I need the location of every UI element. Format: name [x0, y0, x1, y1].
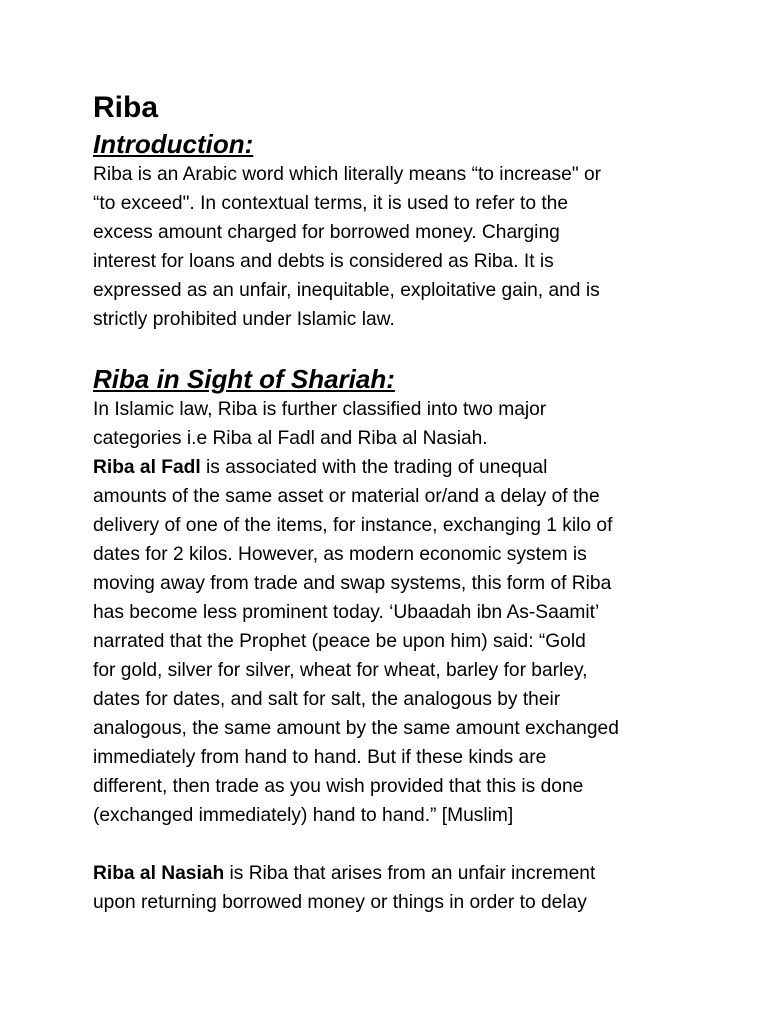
text-line: In Islamic law, Riba is further classified into two major	[93, 399, 547, 420]
text-line: excess amount charged for borrowed money. Charging	[93, 222, 560, 243]
text-line: (exchanged immediately) hand to hand.” [Muslim]	[93, 805, 514, 826]
introduction-paragraph	[93, 160, 693, 334]
text-line: categories i.e Riba al Fadl and Riba al Nasiah.	[93, 428, 488, 449]
text-fragment: is associated with the trading of unequal	[200, 457, 548, 478]
riba-al-nasiah-paragraph	[93, 859, 693, 917]
section-heading-introduction: Introduction:	[93, 129, 254, 159]
text-line: analogous, the same amount by the same amount exchanged	[93, 718, 619, 739]
text-line: delivery of one of the items, for instance, exchanging 1 kilo of	[93, 515, 613, 536]
text-line: interest for loans and debts is considered as Riba. It is	[93, 251, 554, 272]
text-line: narrated that the Prophet (peace be upon him) said: “Gold	[93, 631, 586, 652]
text-line: expressed as an unfair, inequitable, exploitative gain, and is	[93, 280, 600, 301]
text-line: immediately from hand to hand. But if these kinds are	[93, 747, 547, 768]
text-line	[93, 859, 693, 888]
text-line: dates for 2 kilos. However, as modern economic system is	[93, 544, 587, 565]
text-fragment: is Riba that arises from an unfair increment	[224, 863, 596, 884]
text-line: for gold, silver for silver, wheat for wheat, barley for barley,	[93, 660, 588, 681]
riba-al-fadl-term: Riba al Fadl	[93, 457, 201, 478]
paragraph-spacer	[93, 830, 693, 859]
text-line: “to exceed". In contextual terms, it is used to refer to the	[93, 193, 569, 214]
riba-al-fadl-paragraph	[93, 453, 693, 830]
text-line: strictly prohibited under Islamic law.	[93, 309, 395, 330]
riba-al-nasiah-term: Riba al Nasiah	[93, 863, 225, 884]
text-line: amounts of the same asset or material or/and a delay of the	[93, 486, 600, 507]
document-page	[93, 88, 693, 917]
text-line: upon returning borrowed money or things in order to delay	[93, 892, 587, 913]
section-heading-shariah: Riba in Sight of Shariah:	[93, 364, 395, 394]
text-line: Riba is an Arabic word which literally means “to increase" or	[93, 164, 602, 185]
paragraph-spacer	[93, 334, 693, 363]
text-line	[93, 453, 693, 482]
document-title: Riba	[93, 91, 159, 124]
text-line: dates for dates, and salt for salt, the analogous by their	[93, 689, 561, 710]
text-line: different, then trade as you wish provided that this is done	[93, 776, 584, 797]
text-line: has become less prominent today. ‘Ubaadah ibn As-Saamit’	[93, 602, 600, 623]
text-line: moving away from trade and swap systems, this form of Riba	[93, 573, 612, 594]
shariah-intro-paragraph	[93, 395, 693, 453]
